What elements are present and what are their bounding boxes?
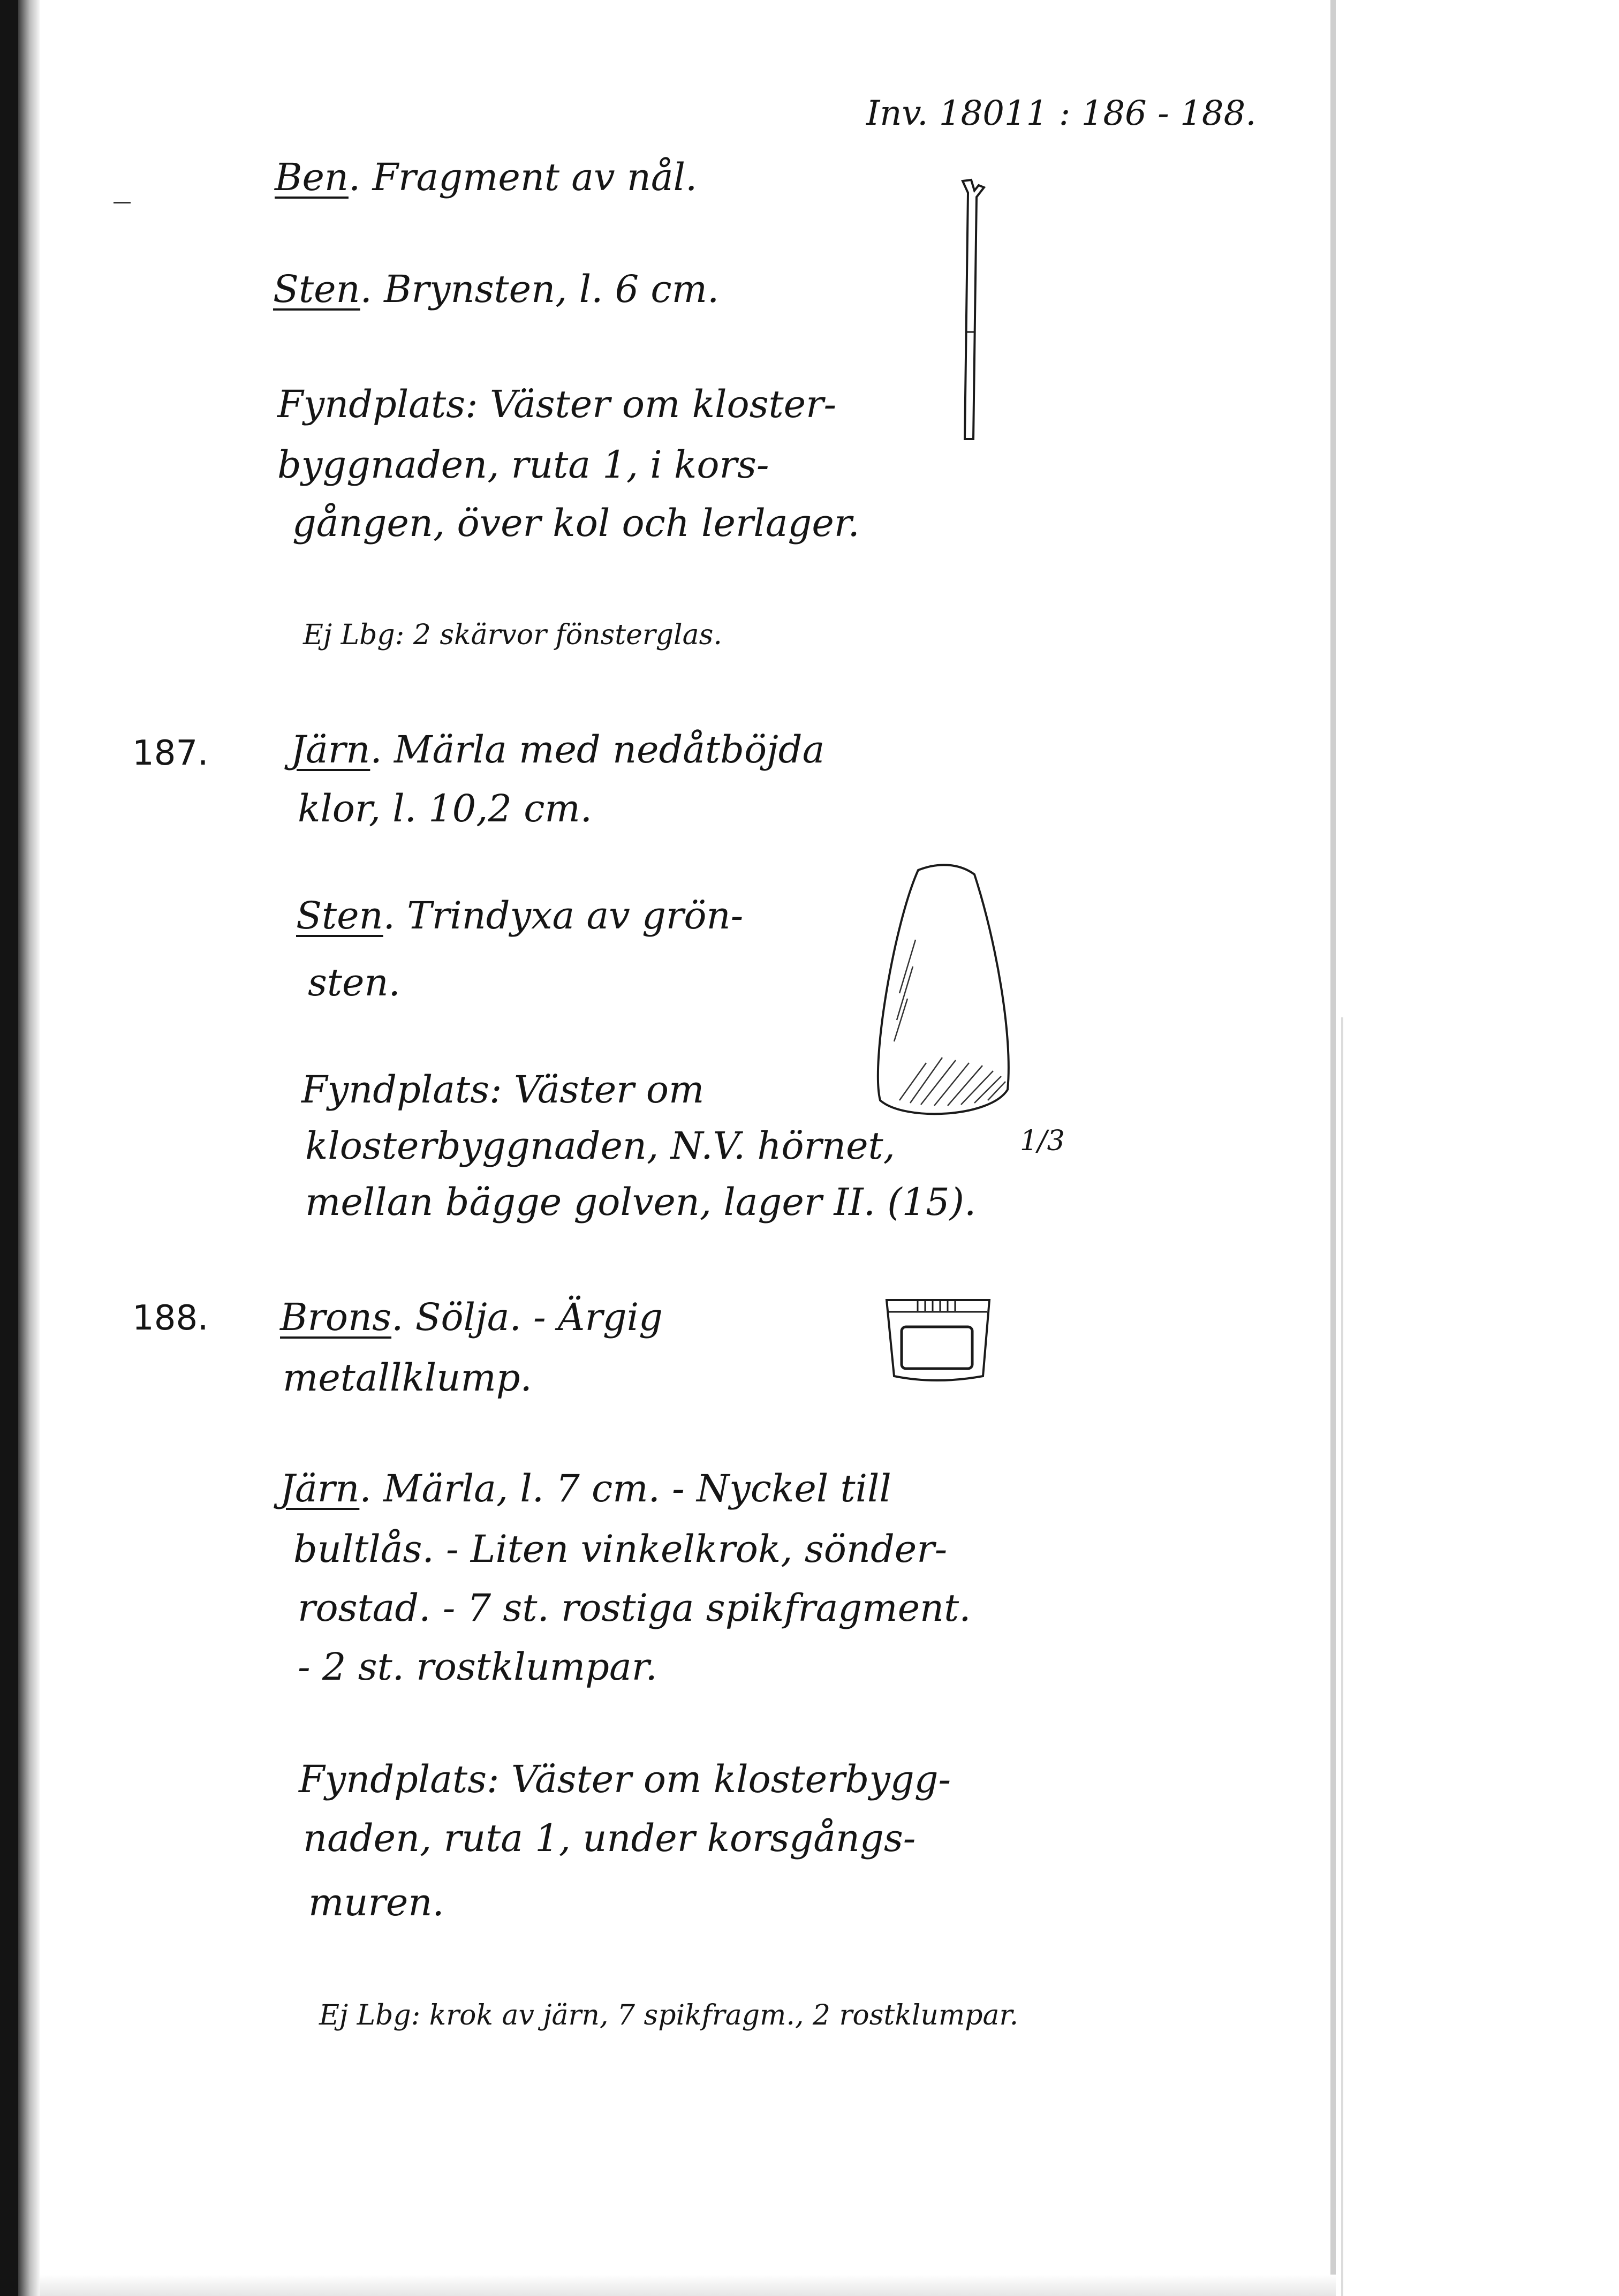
entry-188-brons-line-2: metallklump. xyxy=(283,1356,532,1400)
entry-186-sten-line xyxy=(273,267,720,311)
lbg-note: Ej Lbg: 2 skärvor fönsterglas. xyxy=(303,619,722,651)
stone-axe-drawing xyxy=(867,859,1017,1122)
findspot-line-2: byggnaden, ruta 1, i kors- xyxy=(277,443,769,487)
margin-mark xyxy=(114,202,131,203)
page-edge-under xyxy=(1341,1017,1343,2296)
sten-description-1: . Trindyxa av grön- xyxy=(383,894,744,938)
sten-description: . Brynsten, l. 6 cm. xyxy=(360,267,720,311)
buckle-drawing xyxy=(882,1296,995,1387)
material-label-ben: Ben xyxy=(275,155,349,199)
findspot-187-line-3: mellan bägge golven, lager II. (15). xyxy=(305,1180,977,1224)
entry-186-ben-line xyxy=(275,155,698,199)
material-label-jarn-188: Järn xyxy=(280,1467,360,1510)
jarn-188-description-1: . Märla, l. 7 cm. - Nyckel till xyxy=(359,1467,891,1510)
findspot-188-line-2: naden, ruta 1, under korsgångs- xyxy=(303,1816,916,1860)
entry-188-brons-line-1 xyxy=(280,1295,663,1339)
findspot-187-line-1: Fyndplats: Väster om xyxy=(301,1068,705,1112)
material-label-jarn: Järn xyxy=(291,728,370,772)
inventory-reference: Inv. 18011 : 186 - 188. xyxy=(866,94,1257,133)
findspot-line-1: Fyndplats: Väster om kloster- xyxy=(277,382,837,426)
entry-187-sten-line-2: sten. xyxy=(308,961,400,1004)
book-binding xyxy=(0,0,18,2296)
entry-number-187: 187. xyxy=(132,734,209,773)
drawing-scale: 1/3 xyxy=(1020,1125,1065,1157)
findspot-188-line-3: muren. xyxy=(308,1880,444,1924)
entry-187-jarn-line-2: klor, l. 10,2 cm. xyxy=(298,787,593,830)
findspot-188-line-1: Fyndplats: Väster om klosterbygg- xyxy=(299,1757,951,1801)
gutter-shadow xyxy=(18,0,40,2296)
entry-188-jarn-line-2: bultlås. - Liten vinkelkrok, sönder- xyxy=(293,1527,948,1571)
page-edge xyxy=(1330,0,1336,2296)
jarn-description-1: . Märla med nedåtböjda xyxy=(370,728,825,772)
brons-description-1: . Sölja. - Ärgig xyxy=(391,1295,663,1339)
findspot-line-3: gången, över kol och lerlager. xyxy=(292,501,860,545)
entry-number-188: 188. xyxy=(132,1298,209,1338)
lbg-note-188: Ej Lbg: krok av järn, 7 spikfragm., 2 rostklumpar. xyxy=(319,1999,1019,2031)
material-label-sten: Sten xyxy=(273,267,360,311)
needle-fragment-drawing xyxy=(953,171,1001,444)
entry-188-jarn-line-3: rostad. - 7 st. rostiga spikfragment. xyxy=(298,1586,971,1630)
entry-188-jarn-line-1 xyxy=(280,1467,891,1510)
ben-description: . Fragment av nål. xyxy=(348,155,698,199)
entry-188-jarn-line-4: - 2 st. rostklumpar. xyxy=(298,1645,657,1689)
entry-187-jarn-line-1 xyxy=(291,728,825,772)
entry-187-sten-line-1 xyxy=(296,894,744,938)
material-label-sten-187: Sten xyxy=(296,894,383,938)
page-bottom-edge xyxy=(40,2275,1336,2296)
findspot-187-line-2: klosterbyggnaden, N.V. hörnet, xyxy=(305,1124,895,1168)
material-label-brons: Brons xyxy=(280,1295,392,1339)
